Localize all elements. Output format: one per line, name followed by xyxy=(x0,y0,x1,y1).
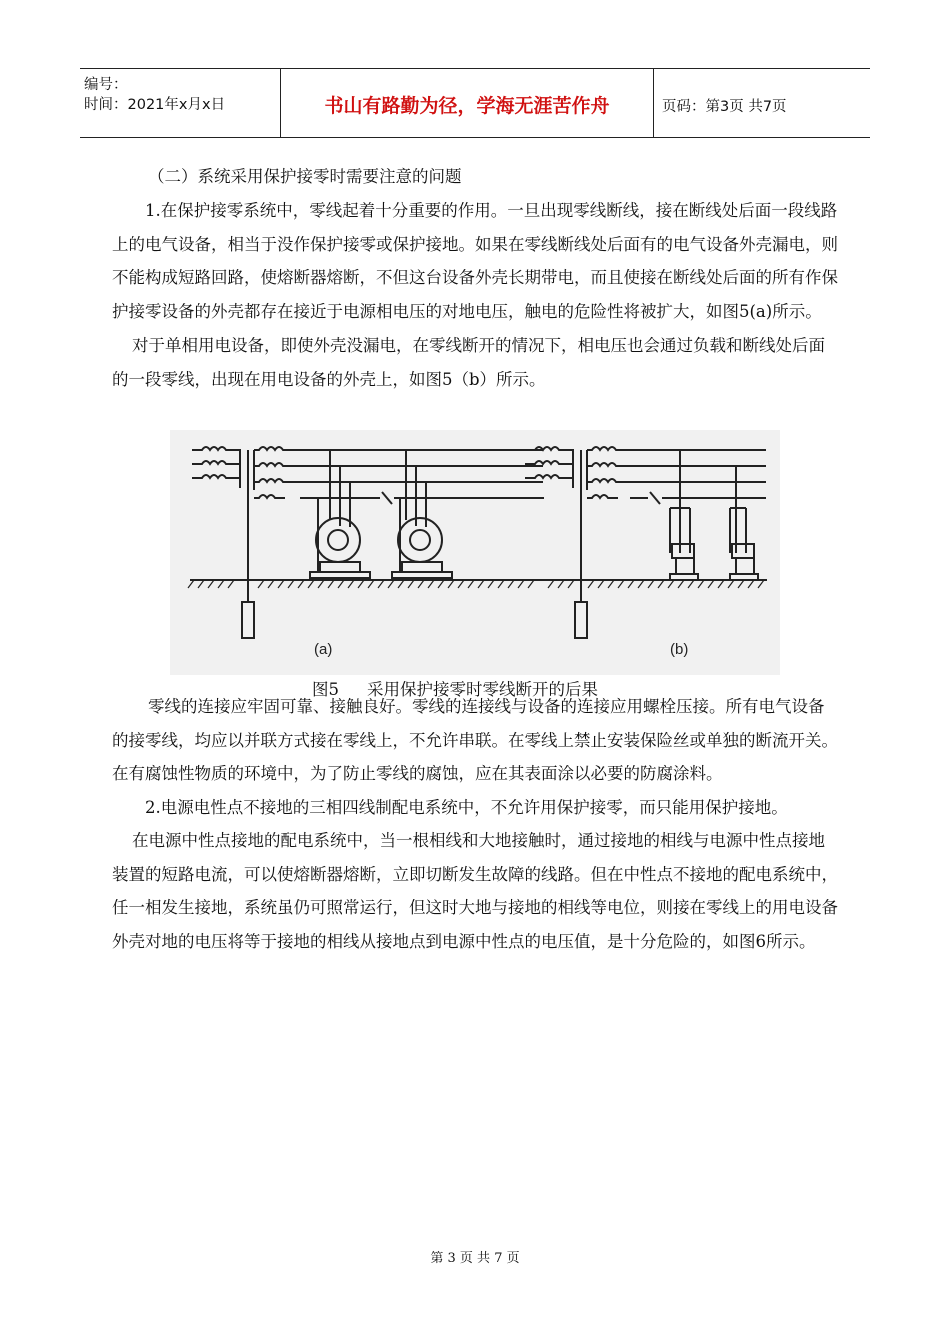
diagram-b-load-1 xyxy=(670,544,698,580)
section-title: （二）系统采用保护接零时需要注意的问题 xyxy=(148,167,462,186)
paragraph-4: 2.电源电性点不接地的三相四线制配电系统中，不允许用保护接零，而只能用保护接地。 xyxy=(145,797,788,817)
paragraph-1: 1.在保护接零系统中，零线起着十分重要的作用。一旦出现零线断线，接在断线处后面一段线路上的电气设备，相当于没作保护接零或保护接地。如果在零线断线处后面有的电气设备外壳漏电，则不能构成短路回路，使熔断器熔断，不但这台设备外壳长期带电，而且使接在断线处后面的所有作保护接零设备的外壳都存在接近于电源相电压的对地电压，触电的危险性将被扩大，如图5(a)所示。 xyxy=(112,200,838,322)
diagram-a-ground-hatch xyxy=(188,580,534,588)
header-page-info: 页码：第3页 共7页 xyxy=(662,99,787,115)
diagram-a-phase-lines xyxy=(254,447,544,498)
body-text-bottom xyxy=(112,690,840,958)
header-motto: 书山有路勤为径，学海无涯苦作舟 xyxy=(324,95,610,117)
diagram-b-phase-lines xyxy=(587,447,766,498)
paragraph-3: 零线的连接应牢固可靠、接触良好。零线的连接线与设备的连接应用螺栓压接。所有电气设备的接零线，均应以并联方式接在零线上，不允许串联。在零线上禁止安装保险丝或单独的断流开关。在有腐蚀性物质的环境中，为了防止零线的腐蚀，应在其表面涂以必要的防腐涂料。 xyxy=(112,697,838,783)
diagram-b-break-mark xyxy=(650,492,660,504)
diagram-b-left-rails xyxy=(581,450,587,580)
header-motto-cell xyxy=(280,69,654,137)
header-meta xyxy=(80,69,280,137)
paragraph-2: 对于单相用电设备，即使外壳没漏电，在零线断开的情况下，相电压也会通过负载和断线处后面的一段零线，出现在用电设备的外壳上，如图5（b）所示。 xyxy=(112,335,825,389)
diagram-b-ground-electrode xyxy=(575,580,587,638)
figure-caption-number: 图5 xyxy=(312,680,339,699)
paragraph-5: 在电源中性点接地的配电系统中，当一根相线和大地接触时，通过接地的相线与电源中性点接地装置的短路电流，可以使熔断器熔断，立即切断发生故障的线路。但在中性点不接地的配电系统中，任一相发生接地，系统虽仍可照常运行，但这时大地与接地的相线等电位，则接在零线上的用电设备外壳对地的电压将等于接地的相线从接地点到电源中性点的电压值，是十分危险的，如图6所示。 xyxy=(112,831,838,951)
figure-5-diagram xyxy=(170,430,780,675)
diagram-b-load-2 xyxy=(730,544,758,580)
diagram-a-left-rails xyxy=(248,450,254,580)
diagram-b-load2-wires xyxy=(730,466,746,553)
diagram-a-transformer-coils xyxy=(192,447,240,488)
body-text-top xyxy=(112,160,840,397)
diagram-a-break-mark xyxy=(382,492,392,504)
figure-caption-text: 采用保护接零时零线断开的后果 xyxy=(367,680,598,699)
figure-label-a: (a) xyxy=(314,641,333,658)
header-page-cell xyxy=(652,69,870,137)
page-footer: 第 3 页 共 7 页 xyxy=(430,1251,520,1266)
figure-label-b: (b) xyxy=(670,641,689,658)
document-number-label: 编号： xyxy=(84,77,128,93)
document-time-label: 时间：2021年x月x日 xyxy=(84,97,226,113)
diagram-a-ground-electrode xyxy=(242,580,254,638)
page-header xyxy=(80,68,870,138)
